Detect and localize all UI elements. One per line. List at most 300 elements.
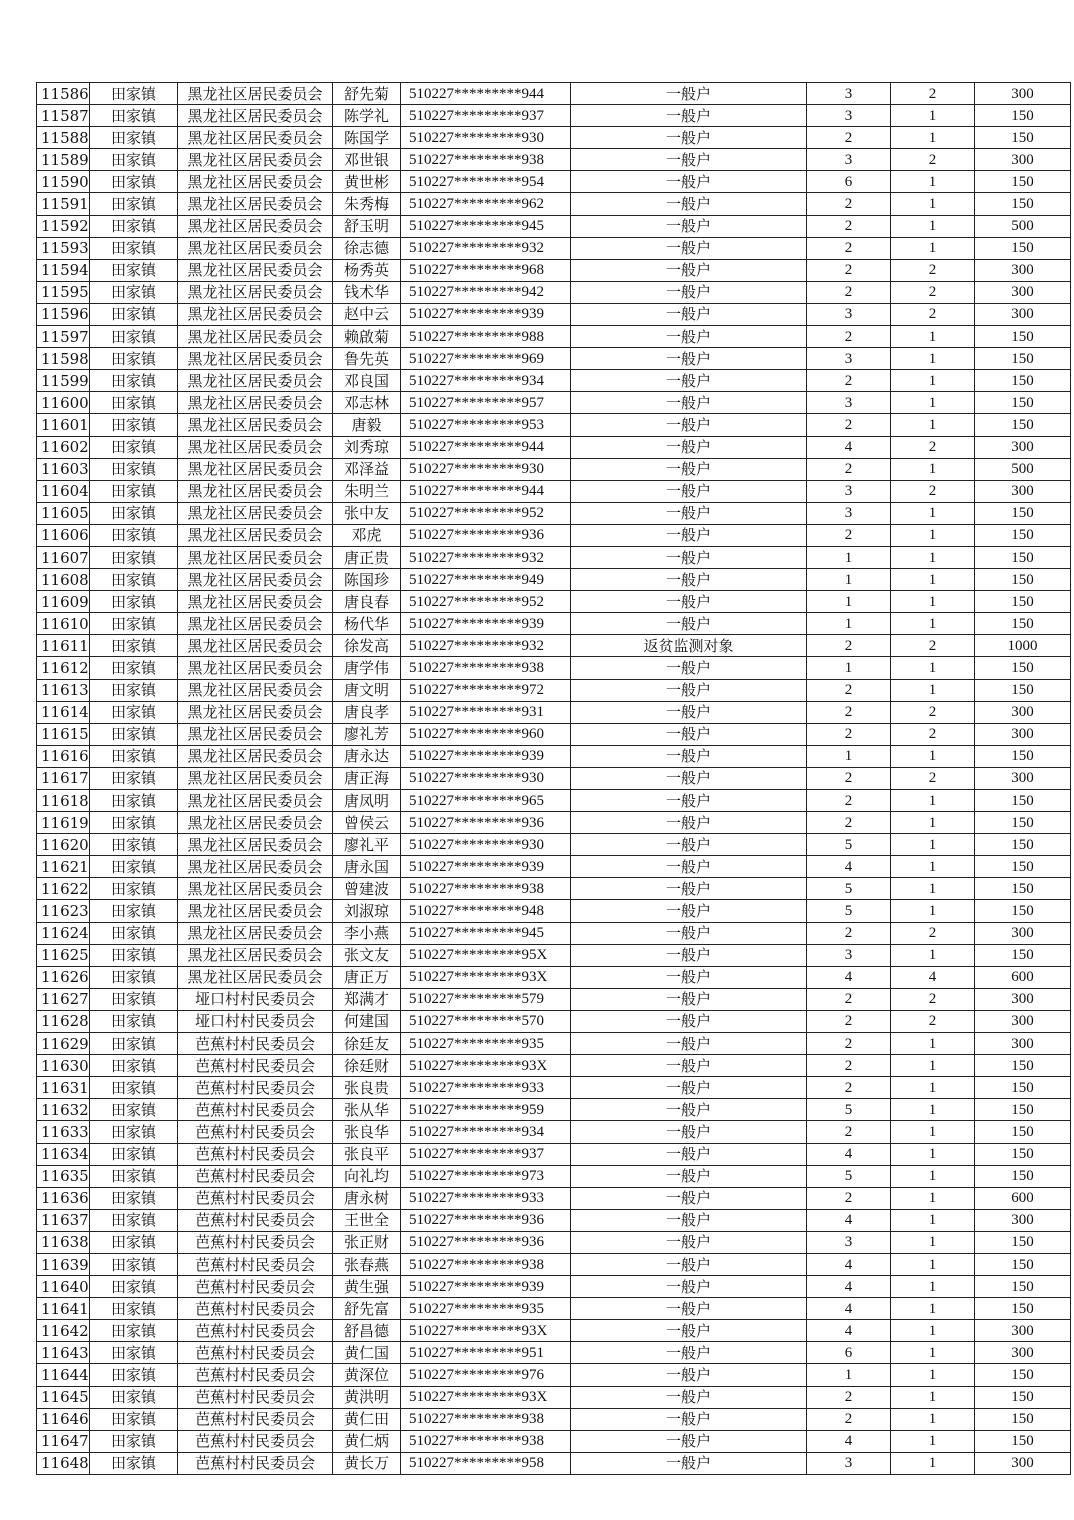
town-cell: 田家镇 bbox=[90, 812, 178, 834]
committee-cell: 芭蕉村村民委员会 bbox=[178, 1143, 333, 1165]
amount-cell: 150 bbox=[975, 414, 1071, 436]
household-size-cell: 2 bbox=[807, 370, 891, 392]
name-cell: 唐良孝 bbox=[333, 701, 401, 723]
amount-cell: 150 bbox=[975, 1408, 1071, 1430]
town-cell: 田家镇 bbox=[90, 1320, 178, 1342]
aided-count-cell: 2 bbox=[891, 480, 975, 502]
id-number-cell: 510227*********939 bbox=[401, 745, 571, 767]
amount-cell: 300 bbox=[975, 281, 1071, 303]
aided-count-cell: 1 bbox=[891, 900, 975, 922]
household-type-cell: 一般户 bbox=[571, 458, 807, 480]
household-type-cell: 一般户 bbox=[571, 988, 807, 1010]
amount-cell: 300 bbox=[975, 767, 1071, 789]
name-cell: 舒昌德 bbox=[333, 1320, 401, 1342]
amount-cell: 300 bbox=[975, 83, 1071, 105]
id-number-cell: 510227*********962 bbox=[401, 193, 571, 215]
household-size-cell: 4 bbox=[807, 1276, 891, 1298]
name-cell: 唐文明 bbox=[333, 679, 401, 701]
committee-cell: 黑龙社区居民委员会 bbox=[178, 215, 333, 237]
household-type-cell: 一般户 bbox=[571, 701, 807, 723]
serial-number-cell: 11611 bbox=[37, 635, 90, 657]
household-size-cell: 2 bbox=[807, 1077, 891, 1099]
serial-number-cell: 11637 bbox=[37, 1209, 90, 1231]
household-size-cell: 2 bbox=[807, 701, 891, 723]
committee-cell: 黑龙社区居民委员会 bbox=[178, 944, 333, 966]
town-cell: 田家镇 bbox=[90, 281, 178, 303]
household-type-cell: 一般户 bbox=[571, 259, 807, 281]
amount-cell: 300 bbox=[975, 1209, 1071, 1231]
aided-count-cell: 2 bbox=[891, 635, 975, 657]
household-type-cell: 一般户 bbox=[571, 878, 807, 900]
serial-number-cell: 11628 bbox=[37, 1010, 90, 1032]
name-cell: 朱秀梅 bbox=[333, 193, 401, 215]
household-size-cell: 2 bbox=[807, 812, 891, 834]
id-number-cell: 510227*********945 bbox=[401, 922, 571, 944]
committee-cell: 黑龙社区居民委员会 bbox=[178, 193, 333, 215]
amount-cell: 600 bbox=[975, 966, 1071, 988]
serial-number-cell: 11605 bbox=[37, 502, 90, 524]
amount-cell: 150 bbox=[975, 834, 1071, 856]
amount-cell: 300 bbox=[975, 1010, 1071, 1032]
id-number-cell: 510227*********968 bbox=[401, 259, 571, 281]
serial-number-cell: 11603 bbox=[37, 458, 90, 480]
aided-count-cell: 1 bbox=[891, 1187, 975, 1209]
aided-count-cell: 1 bbox=[891, 613, 975, 635]
serial-number-cell: 11644 bbox=[37, 1364, 90, 1386]
name-cell: 徐志德 bbox=[333, 237, 401, 259]
household-type-cell: 一般户 bbox=[571, 303, 807, 325]
aided-count-cell: 1 bbox=[891, 502, 975, 524]
name-cell: 钱术华 bbox=[333, 281, 401, 303]
id-number-cell: 510227*********934 bbox=[401, 1121, 571, 1143]
id-number-cell: 510227*********944 bbox=[401, 83, 571, 105]
id-number-cell: 510227*********570 bbox=[401, 1010, 571, 1032]
town-cell: 田家镇 bbox=[90, 326, 178, 348]
committee-cell: 芭蕉村村民委员会 bbox=[178, 1408, 333, 1430]
amount-cell: 150 bbox=[975, 1099, 1071, 1121]
amount-cell: 300 bbox=[975, 701, 1071, 723]
committee-cell: 芭蕉村村民委员会 bbox=[178, 1253, 333, 1275]
committee-cell: 黑龙社区居民委员会 bbox=[178, 834, 333, 856]
serial-number-cell: 11591 bbox=[37, 193, 90, 215]
name-cell: 邓虎 bbox=[333, 524, 401, 546]
table-row bbox=[37, 856, 1071, 878]
table-row bbox=[37, 458, 1071, 480]
amount-cell: 150 bbox=[975, 1386, 1071, 1408]
committee-cell: 黑龙社区居民委员会 bbox=[178, 348, 333, 370]
household-size-cell: 3 bbox=[807, 502, 891, 524]
id-number-cell: 510227*********969 bbox=[401, 348, 571, 370]
id-number-cell: 510227*********953 bbox=[401, 414, 571, 436]
amount-cell: 150 bbox=[975, 326, 1071, 348]
town-cell: 田家镇 bbox=[90, 392, 178, 414]
committee-cell: 芭蕉村村民委员会 bbox=[178, 1099, 333, 1121]
committee-cell: 芭蕉村村民委员会 bbox=[178, 1430, 333, 1452]
town-cell: 田家镇 bbox=[90, 1077, 178, 1099]
table-row bbox=[37, 922, 1071, 944]
aided-count-cell: 1 bbox=[891, 1209, 975, 1231]
household-size-cell: 5 bbox=[807, 878, 891, 900]
household-size-cell: 1 bbox=[807, 546, 891, 568]
household-size-cell: 2 bbox=[807, 1010, 891, 1032]
household-size-cell: 2 bbox=[807, 414, 891, 436]
name-cell: 杨代华 bbox=[333, 613, 401, 635]
amount-cell: 150 bbox=[975, 878, 1071, 900]
id-number-cell: 510227*********988 bbox=[401, 326, 571, 348]
household-size-cell: 2 bbox=[807, 679, 891, 701]
household-size-cell: 1 bbox=[807, 569, 891, 591]
serial-number-cell: 11612 bbox=[37, 657, 90, 679]
town-cell: 田家镇 bbox=[90, 193, 178, 215]
amount-cell: 150 bbox=[975, 524, 1071, 546]
aided-count-cell: 1 bbox=[891, 326, 975, 348]
name-cell: 黄生强 bbox=[333, 1276, 401, 1298]
household-type-cell: 一般户 bbox=[571, 392, 807, 414]
table-row bbox=[37, 745, 1071, 767]
aided-count-cell: 1 bbox=[891, 370, 975, 392]
household-size-cell: 4 bbox=[807, 1209, 891, 1231]
household-type-cell: 一般户 bbox=[571, 944, 807, 966]
table-row bbox=[37, 326, 1071, 348]
town-cell: 田家镇 bbox=[90, 834, 178, 856]
aided-count-cell: 1 bbox=[891, 679, 975, 701]
town-cell: 田家镇 bbox=[90, 613, 178, 635]
aided-count-cell: 2 bbox=[891, 723, 975, 745]
name-cell: 张文友 bbox=[333, 944, 401, 966]
aided-count-cell: 1 bbox=[891, 1165, 975, 1187]
id-number-cell: 510227*********958 bbox=[401, 1452, 571, 1474]
town-cell: 田家镇 bbox=[90, 767, 178, 789]
committee-cell: 芭蕉村村民委员会 bbox=[178, 1055, 333, 1077]
committee-cell: 芭蕉村村民委员会 bbox=[178, 1276, 333, 1298]
table-row bbox=[37, 1010, 1071, 1032]
table-row bbox=[37, 1033, 1071, 1055]
household-type-cell: 一般户 bbox=[571, 966, 807, 988]
committee-cell: 黑龙社区居民委员会 bbox=[178, 546, 333, 568]
committee-cell: 黑龙社区居民委员会 bbox=[178, 569, 333, 591]
aided-count-cell: 4 bbox=[891, 966, 975, 988]
committee-cell: 芭蕉村村民委员会 bbox=[178, 1231, 333, 1253]
amount-cell: 300 bbox=[975, 1342, 1071, 1364]
committee-cell: 黑龙社区居民委员会 bbox=[178, 878, 333, 900]
serial-number-cell: 11632 bbox=[37, 1099, 90, 1121]
table-row bbox=[37, 1209, 1071, 1231]
town-cell: 田家镇 bbox=[90, 1187, 178, 1209]
aided-count-cell: 1 bbox=[891, 569, 975, 591]
table-body bbox=[37, 83, 1071, 1475]
aided-count-cell: 1 bbox=[891, 878, 975, 900]
town-cell: 田家镇 bbox=[90, 1165, 178, 1187]
amount-cell: 150 bbox=[975, 613, 1071, 635]
aided-count-cell: 2 bbox=[891, 83, 975, 105]
town-cell: 田家镇 bbox=[90, 1452, 178, 1474]
amount-cell: 150 bbox=[975, 1231, 1071, 1253]
household-type-cell: 一般户 bbox=[571, 613, 807, 635]
household-type-cell: 一般户 bbox=[571, 834, 807, 856]
household-type-cell: 一般户 bbox=[571, 1187, 807, 1209]
aided-count-cell: 1 bbox=[891, 193, 975, 215]
town-cell: 田家镇 bbox=[90, 436, 178, 458]
amount-cell: 1000 bbox=[975, 635, 1071, 657]
town-cell: 田家镇 bbox=[90, 1055, 178, 1077]
amount-cell: 150 bbox=[975, 1364, 1071, 1386]
amount-cell: 150 bbox=[975, 237, 1071, 259]
aided-count-cell: 1 bbox=[891, 834, 975, 856]
table-row bbox=[37, 546, 1071, 568]
town-cell: 田家镇 bbox=[90, 944, 178, 966]
table-row bbox=[37, 723, 1071, 745]
name-cell: 张良贵 bbox=[333, 1077, 401, 1099]
table-row bbox=[37, 1077, 1071, 1099]
serial-number-cell: 11608 bbox=[37, 569, 90, 591]
household-size-cell: 3 bbox=[807, 1231, 891, 1253]
table-row bbox=[37, 1187, 1071, 1209]
serial-number-cell: 11599 bbox=[37, 370, 90, 392]
aided-count-cell: 1 bbox=[891, 1298, 975, 1320]
table-row bbox=[37, 1452, 1071, 1474]
id-number-cell: 510227*********973 bbox=[401, 1165, 571, 1187]
table-row bbox=[37, 524, 1071, 546]
table-row bbox=[37, 767, 1071, 789]
committee-cell: 芭蕉村村民委员会 bbox=[178, 1298, 333, 1320]
committee-cell: 黑龙社区居民委员会 bbox=[178, 502, 333, 524]
serial-number-cell: 11624 bbox=[37, 922, 90, 944]
amount-cell: 300 bbox=[975, 723, 1071, 745]
serial-number-cell: 11626 bbox=[37, 966, 90, 988]
table-row bbox=[37, 1408, 1071, 1430]
household-type-cell: 一般户 bbox=[571, 524, 807, 546]
committee-cell: 黑龙社区居民委员会 bbox=[178, 171, 333, 193]
amount-cell: 150 bbox=[975, 1143, 1071, 1165]
household-size-cell: 4 bbox=[807, 1253, 891, 1275]
table-row bbox=[37, 613, 1071, 635]
household-type-cell: 一般户 bbox=[571, 745, 807, 767]
household-type-cell: 一般户 bbox=[571, 1121, 807, 1143]
aided-count-cell: 1 bbox=[891, 1386, 975, 1408]
id-number-cell: 510227*********93X bbox=[401, 1320, 571, 1342]
amount-cell: 500 bbox=[975, 215, 1071, 237]
name-cell: 陈学礼 bbox=[333, 105, 401, 127]
name-cell: 赖啟菊 bbox=[333, 326, 401, 348]
amount-cell: 300 bbox=[975, 259, 1071, 281]
committee-cell: 黑龙社区居民委员会 bbox=[178, 701, 333, 723]
aided-count-cell: 1 bbox=[891, 458, 975, 480]
amount-cell: 150 bbox=[975, 105, 1071, 127]
serial-number-cell: 11596 bbox=[37, 303, 90, 325]
id-number-cell: 510227*********93X bbox=[401, 1386, 571, 1408]
aided-count-cell: 1 bbox=[891, 745, 975, 767]
aided-count-cell: 1 bbox=[891, 546, 975, 568]
id-number-cell: 510227*********936 bbox=[401, 812, 571, 834]
town-cell: 田家镇 bbox=[90, 701, 178, 723]
name-cell: 邓泽益 bbox=[333, 458, 401, 480]
household-type-cell: 一般户 bbox=[571, 1342, 807, 1364]
household-size-cell: 2 bbox=[807, 635, 891, 657]
name-cell: 黄长万 bbox=[333, 1452, 401, 1474]
household-size-cell: 2 bbox=[807, 1033, 891, 1055]
table-row bbox=[37, 1121, 1071, 1143]
aided-count-cell: 2 bbox=[891, 281, 975, 303]
aided-count-cell: 1 bbox=[891, 1364, 975, 1386]
household-size-cell: 2 bbox=[807, 1408, 891, 1430]
name-cell: 唐正海 bbox=[333, 767, 401, 789]
serial-number-cell: 11623 bbox=[37, 900, 90, 922]
table-row bbox=[37, 502, 1071, 524]
town-cell: 田家镇 bbox=[90, 1209, 178, 1231]
committee-cell: 黑龙社区居民委员会 bbox=[178, 635, 333, 657]
table-row bbox=[37, 966, 1071, 988]
serial-number-cell: 11610 bbox=[37, 613, 90, 635]
id-number-cell: 510227*********957 bbox=[401, 392, 571, 414]
document-page bbox=[36, 82, 1046, 1475]
id-number-cell: 510227*********939 bbox=[401, 1276, 571, 1298]
household-size-cell: 2 bbox=[807, 723, 891, 745]
table-row bbox=[37, 1342, 1071, 1364]
amount-cell: 150 bbox=[975, 1165, 1071, 1187]
committee-cell: 黑龙社区居民委员会 bbox=[178, 966, 333, 988]
household-size-cell: 2 bbox=[807, 215, 891, 237]
serial-number-cell: 11604 bbox=[37, 480, 90, 502]
serial-number-cell: 11622 bbox=[37, 878, 90, 900]
name-cell: 刘秀琼 bbox=[333, 436, 401, 458]
aided-count-cell: 1 bbox=[891, 1253, 975, 1275]
town-cell: 田家镇 bbox=[90, 237, 178, 259]
household-type-cell: 一般户 bbox=[571, 215, 807, 237]
household-type-cell: 一般户 bbox=[571, 790, 807, 812]
committee-cell: 黑龙社区居民委员会 bbox=[178, 281, 333, 303]
household-type-cell: 一般户 bbox=[571, 237, 807, 259]
name-cell: 唐永达 bbox=[333, 745, 401, 767]
amount-cell: 150 bbox=[975, 193, 1071, 215]
serial-number-cell: 11627 bbox=[37, 988, 90, 1010]
town-cell: 田家镇 bbox=[90, 878, 178, 900]
name-cell: 舒玉明 bbox=[333, 215, 401, 237]
name-cell: 唐学伟 bbox=[333, 657, 401, 679]
serial-number-cell: 11631 bbox=[37, 1077, 90, 1099]
serial-number-cell: 11635 bbox=[37, 1165, 90, 1187]
committee-cell: 黑龙社区居民委员会 bbox=[178, 370, 333, 392]
household-size-cell: 3 bbox=[807, 303, 891, 325]
aided-count-cell: 1 bbox=[891, 1320, 975, 1342]
id-number-cell: 510227*********938 bbox=[401, 657, 571, 679]
aided-count-cell: 1 bbox=[891, 237, 975, 259]
town-cell: 田家镇 bbox=[90, 502, 178, 524]
town-cell: 田家镇 bbox=[90, 922, 178, 944]
amount-cell: 300 bbox=[975, 1320, 1071, 1342]
aided-count-cell: 1 bbox=[891, 944, 975, 966]
committee-cell: 黑龙社区居民委员会 bbox=[178, 326, 333, 348]
id-number-cell: 510227*********959 bbox=[401, 1099, 571, 1121]
id-number-cell: 510227*********945 bbox=[401, 215, 571, 237]
serial-number-cell: 11620 bbox=[37, 834, 90, 856]
table-row bbox=[37, 303, 1071, 325]
table-row bbox=[37, 1143, 1071, 1165]
household-size-cell: 4 bbox=[807, 1430, 891, 1452]
town-cell: 田家镇 bbox=[90, 215, 178, 237]
committee-cell: 黑龙社区居民委员会 bbox=[178, 392, 333, 414]
aided-count-cell: 1 bbox=[891, 1408, 975, 1430]
serial-number-cell: 11600 bbox=[37, 392, 90, 414]
name-cell: 邓志林 bbox=[333, 392, 401, 414]
household-size-cell: 2 bbox=[807, 127, 891, 149]
town-cell: 田家镇 bbox=[90, 988, 178, 1010]
town-cell: 田家镇 bbox=[90, 1364, 178, 1386]
committee-cell: 芭蕉村村民委员会 bbox=[178, 1165, 333, 1187]
table-row bbox=[37, 281, 1071, 303]
household-size-cell: 3 bbox=[807, 348, 891, 370]
id-number-cell: 510227*********95X bbox=[401, 944, 571, 966]
aided-count-cell: 1 bbox=[891, 790, 975, 812]
town-cell: 田家镇 bbox=[90, 1033, 178, 1055]
committee-cell: 黑龙社区居民委员会 bbox=[178, 790, 333, 812]
serial-number-cell: 11602 bbox=[37, 436, 90, 458]
aided-count-cell: 2 bbox=[891, 701, 975, 723]
id-number-cell: 510227*********939 bbox=[401, 856, 571, 878]
committee-cell: 黑龙社区居民委员会 bbox=[178, 900, 333, 922]
town-cell: 田家镇 bbox=[90, 105, 178, 127]
household-type-cell: 一般户 bbox=[571, 1364, 807, 1386]
committee-cell: 黑龙社区居民委员会 bbox=[178, 105, 333, 127]
aided-count-cell: 2 bbox=[891, 767, 975, 789]
committee-cell: 芭蕉村村民委员会 bbox=[178, 1187, 333, 1209]
table-row bbox=[37, 657, 1071, 679]
serial-number-cell: 11589 bbox=[37, 149, 90, 171]
household-size-cell: 4 bbox=[807, 1143, 891, 1165]
household-type-cell: 一般户 bbox=[571, 679, 807, 701]
household-type-cell: 一般户 bbox=[571, 1276, 807, 1298]
town-cell: 田家镇 bbox=[90, 679, 178, 701]
household-type-cell: 一般户 bbox=[571, 281, 807, 303]
household-size-cell: 3 bbox=[807, 83, 891, 105]
aided-count-cell: 2 bbox=[891, 1010, 975, 1032]
aided-count-cell: 1 bbox=[891, 657, 975, 679]
household-type-cell: 一般户 bbox=[571, 414, 807, 436]
committee-cell: 黑龙社区居民委员会 bbox=[178, 414, 333, 436]
serial-number-cell: 11595 bbox=[37, 281, 90, 303]
town-cell: 田家镇 bbox=[90, 480, 178, 502]
committee-cell: 芭蕉村村民委员会 bbox=[178, 1121, 333, 1143]
aided-count-cell: 1 bbox=[891, 171, 975, 193]
household-type-cell: 一般户 bbox=[571, 546, 807, 568]
household-size-cell: 3 bbox=[807, 1452, 891, 1474]
serial-number-cell: 11630 bbox=[37, 1055, 90, 1077]
amount-cell: 150 bbox=[975, 1055, 1071, 1077]
household-size-cell: 1 bbox=[807, 745, 891, 767]
id-number-cell: 510227*********934 bbox=[401, 370, 571, 392]
aided-count-cell: 1 bbox=[891, 1121, 975, 1143]
committee-cell: 黑龙社区居民委员会 bbox=[178, 723, 333, 745]
id-number-cell: 510227*********965 bbox=[401, 790, 571, 812]
id-number-cell: 510227*********939 bbox=[401, 303, 571, 325]
town-cell: 田家镇 bbox=[90, 569, 178, 591]
aided-count-cell: 1 bbox=[891, 812, 975, 834]
aided-count-cell: 1 bbox=[891, 1055, 975, 1077]
aided-count-cell: 2 bbox=[891, 149, 975, 171]
table-row bbox=[37, 1320, 1071, 1342]
household-type-cell: 返贫监测对象 bbox=[571, 635, 807, 657]
id-number-cell: 510227*********579 bbox=[401, 988, 571, 1010]
household-type-cell: 一般户 bbox=[571, 1320, 807, 1342]
serial-number-cell: 11647 bbox=[37, 1430, 90, 1452]
household-size-cell: 2 bbox=[807, 988, 891, 1010]
table-row bbox=[37, 812, 1071, 834]
serial-number-cell: 11625 bbox=[37, 944, 90, 966]
serial-number-cell: 11621 bbox=[37, 856, 90, 878]
table-row bbox=[37, 480, 1071, 502]
serial-number-cell: 11629 bbox=[37, 1033, 90, 1055]
aided-count-cell: 1 bbox=[891, 1276, 975, 1298]
committee-cell: 黑龙社区居民委员会 bbox=[178, 458, 333, 480]
